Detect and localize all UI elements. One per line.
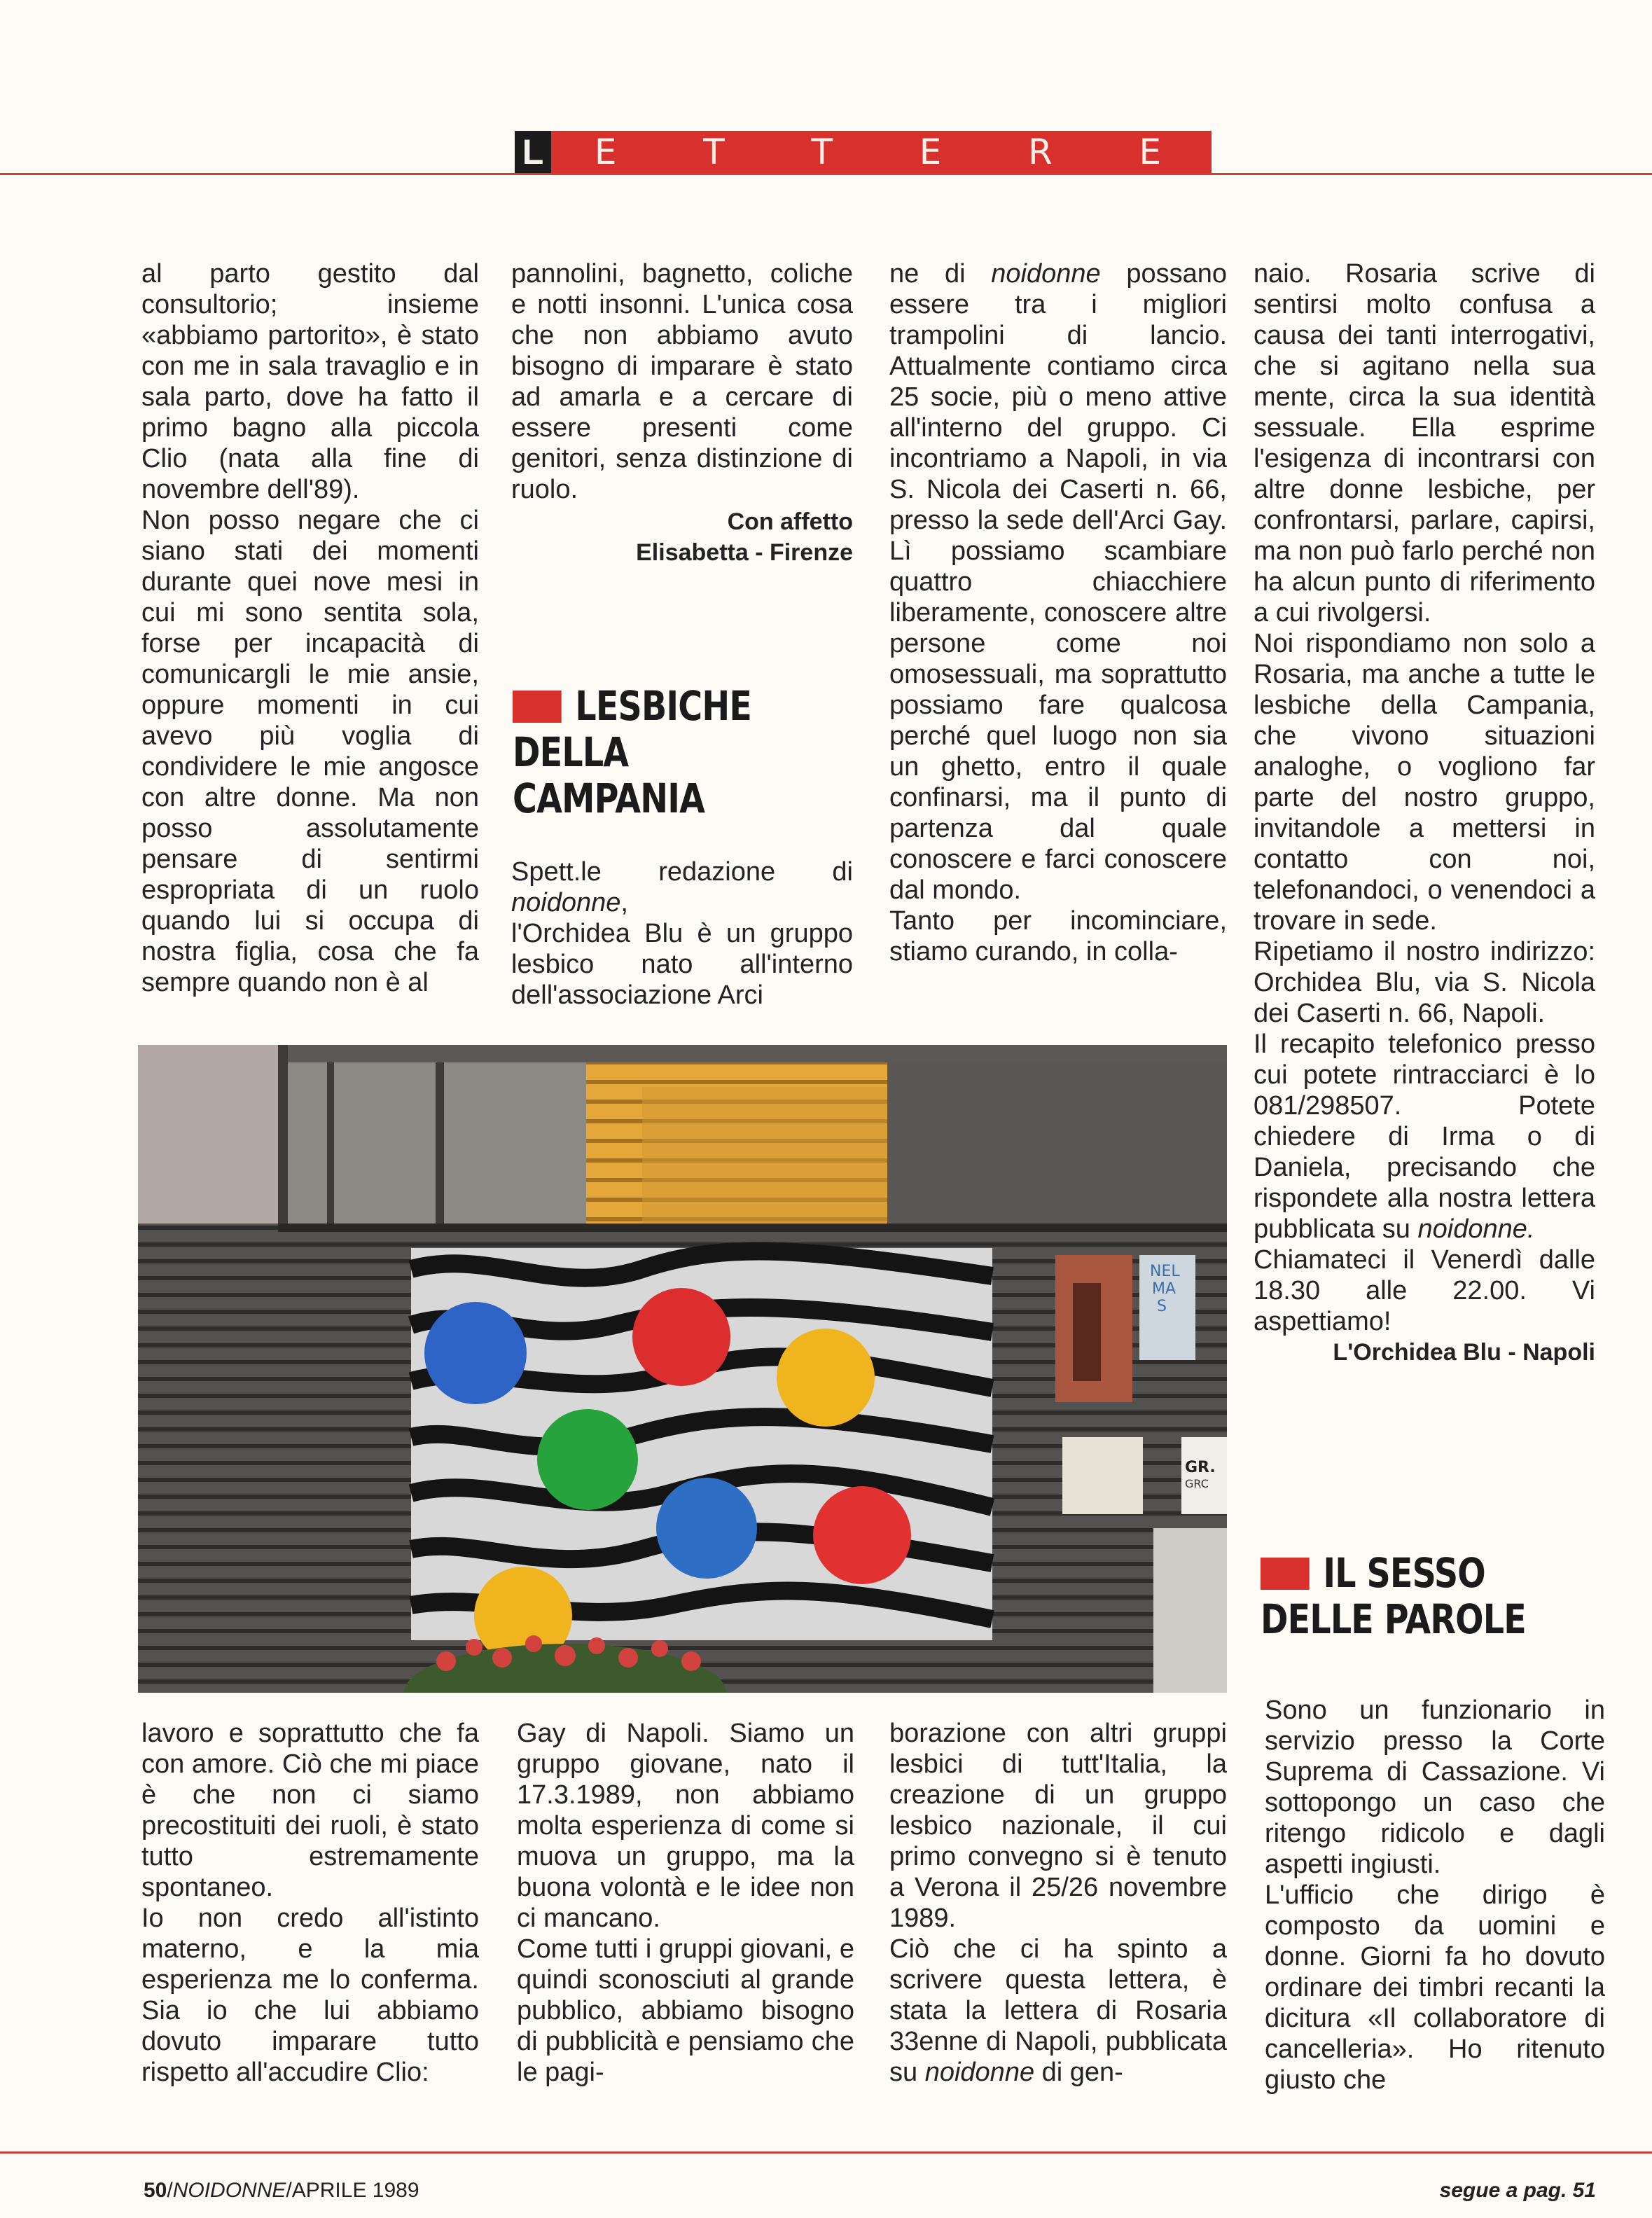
heading-line: DELLA <box>513 728 629 776</box>
header-letter: T <box>703 132 725 172</box>
header-letter: R <box>1028 132 1053 172</box>
paragraph: al parto gestito dal consultorio; insieme «abbiamo partorito», è stato con me in sala travaglio e in sala parto, dove ha fatto il primo bagno alla piccola Clio (nata alla fine di novembre dell'89). <box>141 259 479 504</box>
continued-note: segue a pag. 51 <box>1439 2179 1596 2202</box>
header-letter: T <box>811 132 833 172</box>
column-1-bottom <box>141 1718 479 2088</box>
header-letter: E <box>919 132 942 172</box>
page-number: 50 <box>144 2179 167 2202</box>
paragraph: Ripetiamo il nostro indirizzo: Orchidea Blu, via S. Nicola dei Caserti n. 66, Napoli. <box>1254 937 1595 1028</box>
paragraph: Come tutti i gruppi giovani, e quindi sconosciuti al grande pubblico, abbiamo bisogno di pubblicità e pensiamo che le pagi- <box>517 1934 854 2087</box>
paragraph: Spett.le redazione di noidonne, <box>511 857 853 917</box>
column-4-top <box>1254 258 1595 1368</box>
footer-page-info: 50/NOIDONNE/APRILE 1989 <box>144 2179 419 2202</box>
photo-illustration <box>138 1045 1227 1693</box>
svg-text:S: S <box>1157 1298 1167 1315</box>
paragraph: Io non credo all'istinto materno, e la mia esperienza me lo conferma. Sia io che lui abbiamo dovuto imparare tutto rispetto all'accudire Clio: <box>141 1904 479 2087</box>
column-2-top <box>511 258 853 568</box>
paragraph: pannolini, bagnetto, coliche e notti insonni. L'unica cosa che non abbiamo avuto bisogno di imparare è stato ad amarla e a cercare di essere presenti come genitori, senza distinzione di ruolo. <box>511 259 853 504</box>
svg-text:MA: MA <box>1152 1280 1176 1298</box>
column-1-top <box>141 258 479 998</box>
heading-line: LESBICHE <box>575 682 752 730</box>
header-letter: E <box>594 132 617 172</box>
header-letters <box>551 132 1212 172</box>
column-2-mid <box>511 857 853 1011</box>
paragraph: l'Orchidea Blu è un gruppo lesbico nato all'interno dell'associazione Arci <box>511 919 853 1010</box>
paragraph: Noi rispondiamo non solo a Rosaria, ma anche a tutte le lesbiche della Campania, che vivono situazioni analoghe, o vogliono far parte del nostro gruppo, invitandole a mettersi in contatto con noi, telefonandoci, o venendoci a trovare in sede. <box>1254 629 1595 936</box>
heading-il-sesso-delle-parole <box>1261 1550 1526 1642</box>
paragraph: ne di noidonne possano essere tra i migliori trampolini di lancio. Attualmente contiamo circa 25 socie, più o meno attive all'interno del gruppo. Ci incontriamo a Napoli, in via S. Nicola dei Caserti n. 66, presso la sede dell'Arci Gay. Lì possiamo scambiare quattro chiacchiere liberamente, conoscere altre persone come noi omosessuali, ma soprattutto possiamo fare qualcosa perché quel luogo non sia un ghetto, entro il quale confinarsi, ma il punto di partenza dal quale conoscere e farci conoscere dal mondo. <box>889 259 1227 905</box>
svg-text:GR.: GR. <box>1185 1459 1216 1476</box>
signature-orchidea-blu: L'Orchidea Blu - Napoli <box>1333 1339 1595 1366</box>
svg-text:GRC: GRC <box>1185 1477 1209 1490</box>
top-rule <box>0 173 1652 175</box>
paragraph: Il recapito telefonico presso cui potete rintracciarci è lo 081/298507. Potete chiedere di Irma o di Daniela, precisando che rispondete alla nostra lettera pubblicata su noidonne. <box>1254 1030 1595 1244</box>
paragraph: Chiamateci il Venerdì dalle 18.30 alle 22.00. Vi aspettiamo! <box>1254 1245 1595 1336</box>
paragraph: Tanto per incominciare, stiamo curando, in colla- <box>889 906 1227 966</box>
column-4-bottom <box>1265 1695 1605 2095</box>
footer-rule <box>0 2151 1652 2154</box>
header-first-letter: L <box>515 131 551 173</box>
heading-line: DELLE PAROLE <box>1261 1595 1526 1643</box>
paragraph: naio. Rosaria scrive di sentirsi molto confusa a causa dei tanti interrogativi, che si agitano nella sua mente, circa la sua identità sessuale. Ella esprime l'esigenza di incontrarsi con altre donne lesbiche, per confrontarsi, parlare, capirsi, ma non può farlo perché non ha alcun punto di riferimento a cui rivolgersi. <box>1254 259 1595 628</box>
heading-line: IL SESSO <box>1323 1549 1485 1597</box>
column-3-top <box>889 258 1227 967</box>
signature-line: Elisabetta - Firenze <box>636 539 853 566</box>
svg-text:NEL: NEL <box>1150 1263 1180 1280</box>
paragraph: lavoro e soprattutto che fa con amore. Ciò che mi piace è che non ci siamo precostituiti dei ruoli, è stato tutto estremamente spontaneo. <box>141 1719 479 1902</box>
paragraph: Sono un funzionario in servizio presso la Corte Suprema di Cassazione. Vi sottopongo un caso che ritengo ridicolo e dagli aspetti ingiusti. <box>1265 1696 1605 1879</box>
paragraph: L'ufficio che dirigo è composto da uomini e donne. Giorni fa ho dovuto ordinare dei timbri recanti la dicitura «Il collaboratore di cancelleria». Ho ritenuto giusto che <box>1265 1880 1605 2095</box>
paragraph: Gay di Napoli. Siamo un gruppo giovane, nato il 17.3.1989, non abbiamo molta esperienza di come si muova un gruppo, ma la buona volontà e le idee non ci mancano. <box>517 1719 854 1933</box>
magazine-name: NOIDONNE <box>172 2179 286 2202</box>
signature-line: Con affetto <box>727 508 853 535</box>
section-header-lettere <box>515 131 1212 173</box>
heading-lesbiche-della-campania <box>513 683 751 822</box>
paragraph: Ciò che ci ha spinto a scrivere questa lettera, è stata la lettera di Rosaria 33enne di Napoli, pubblicata su noidonne di gen- <box>889 1934 1227 2087</box>
heading-marker <box>1261 1558 1310 1590</box>
issue-date: APRILE 1989 <box>291 2179 419 2202</box>
header-letter: E <box>1139 132 1162 172</box>
paragraph: Non posso negare che ci siano stati dei momenti durante quei nove mesi in cui mi sono sentita sola, forse per incapacità di comunicargli le mie ansie, oppure momenti in cui avevo più voglia di condividere le mie angosce con altre donne. Ma non posso assolutamente pensare di sentirmi espropriata di un ruolo quando lui si occupa di nostra figlia, cosa che fa sempre quando non è al <box>141 506 479 997</box>
signature-elisabetta <box>511 506 853 568</box>
photo-wall-with-colored-circles <box>138 1045 1227 1693</box>
column-2-bottom <box>517 1718 854 2088</box>
column-3-bottom <box>889 1718 1227 2088</box>
paragraph: borazione con altri gruppi lesbici di tutt'Italia, la creazione di un gruppo lesbico nazionale, il cui primo convegno si è tenuto a Verona il 25/26 novembre 1989. <box>889 1719 1227 1933</box>
heading-line: CAMPANIA <box>513 775 705 822</box>
heading-marker <box>513 691 562 723</box>
